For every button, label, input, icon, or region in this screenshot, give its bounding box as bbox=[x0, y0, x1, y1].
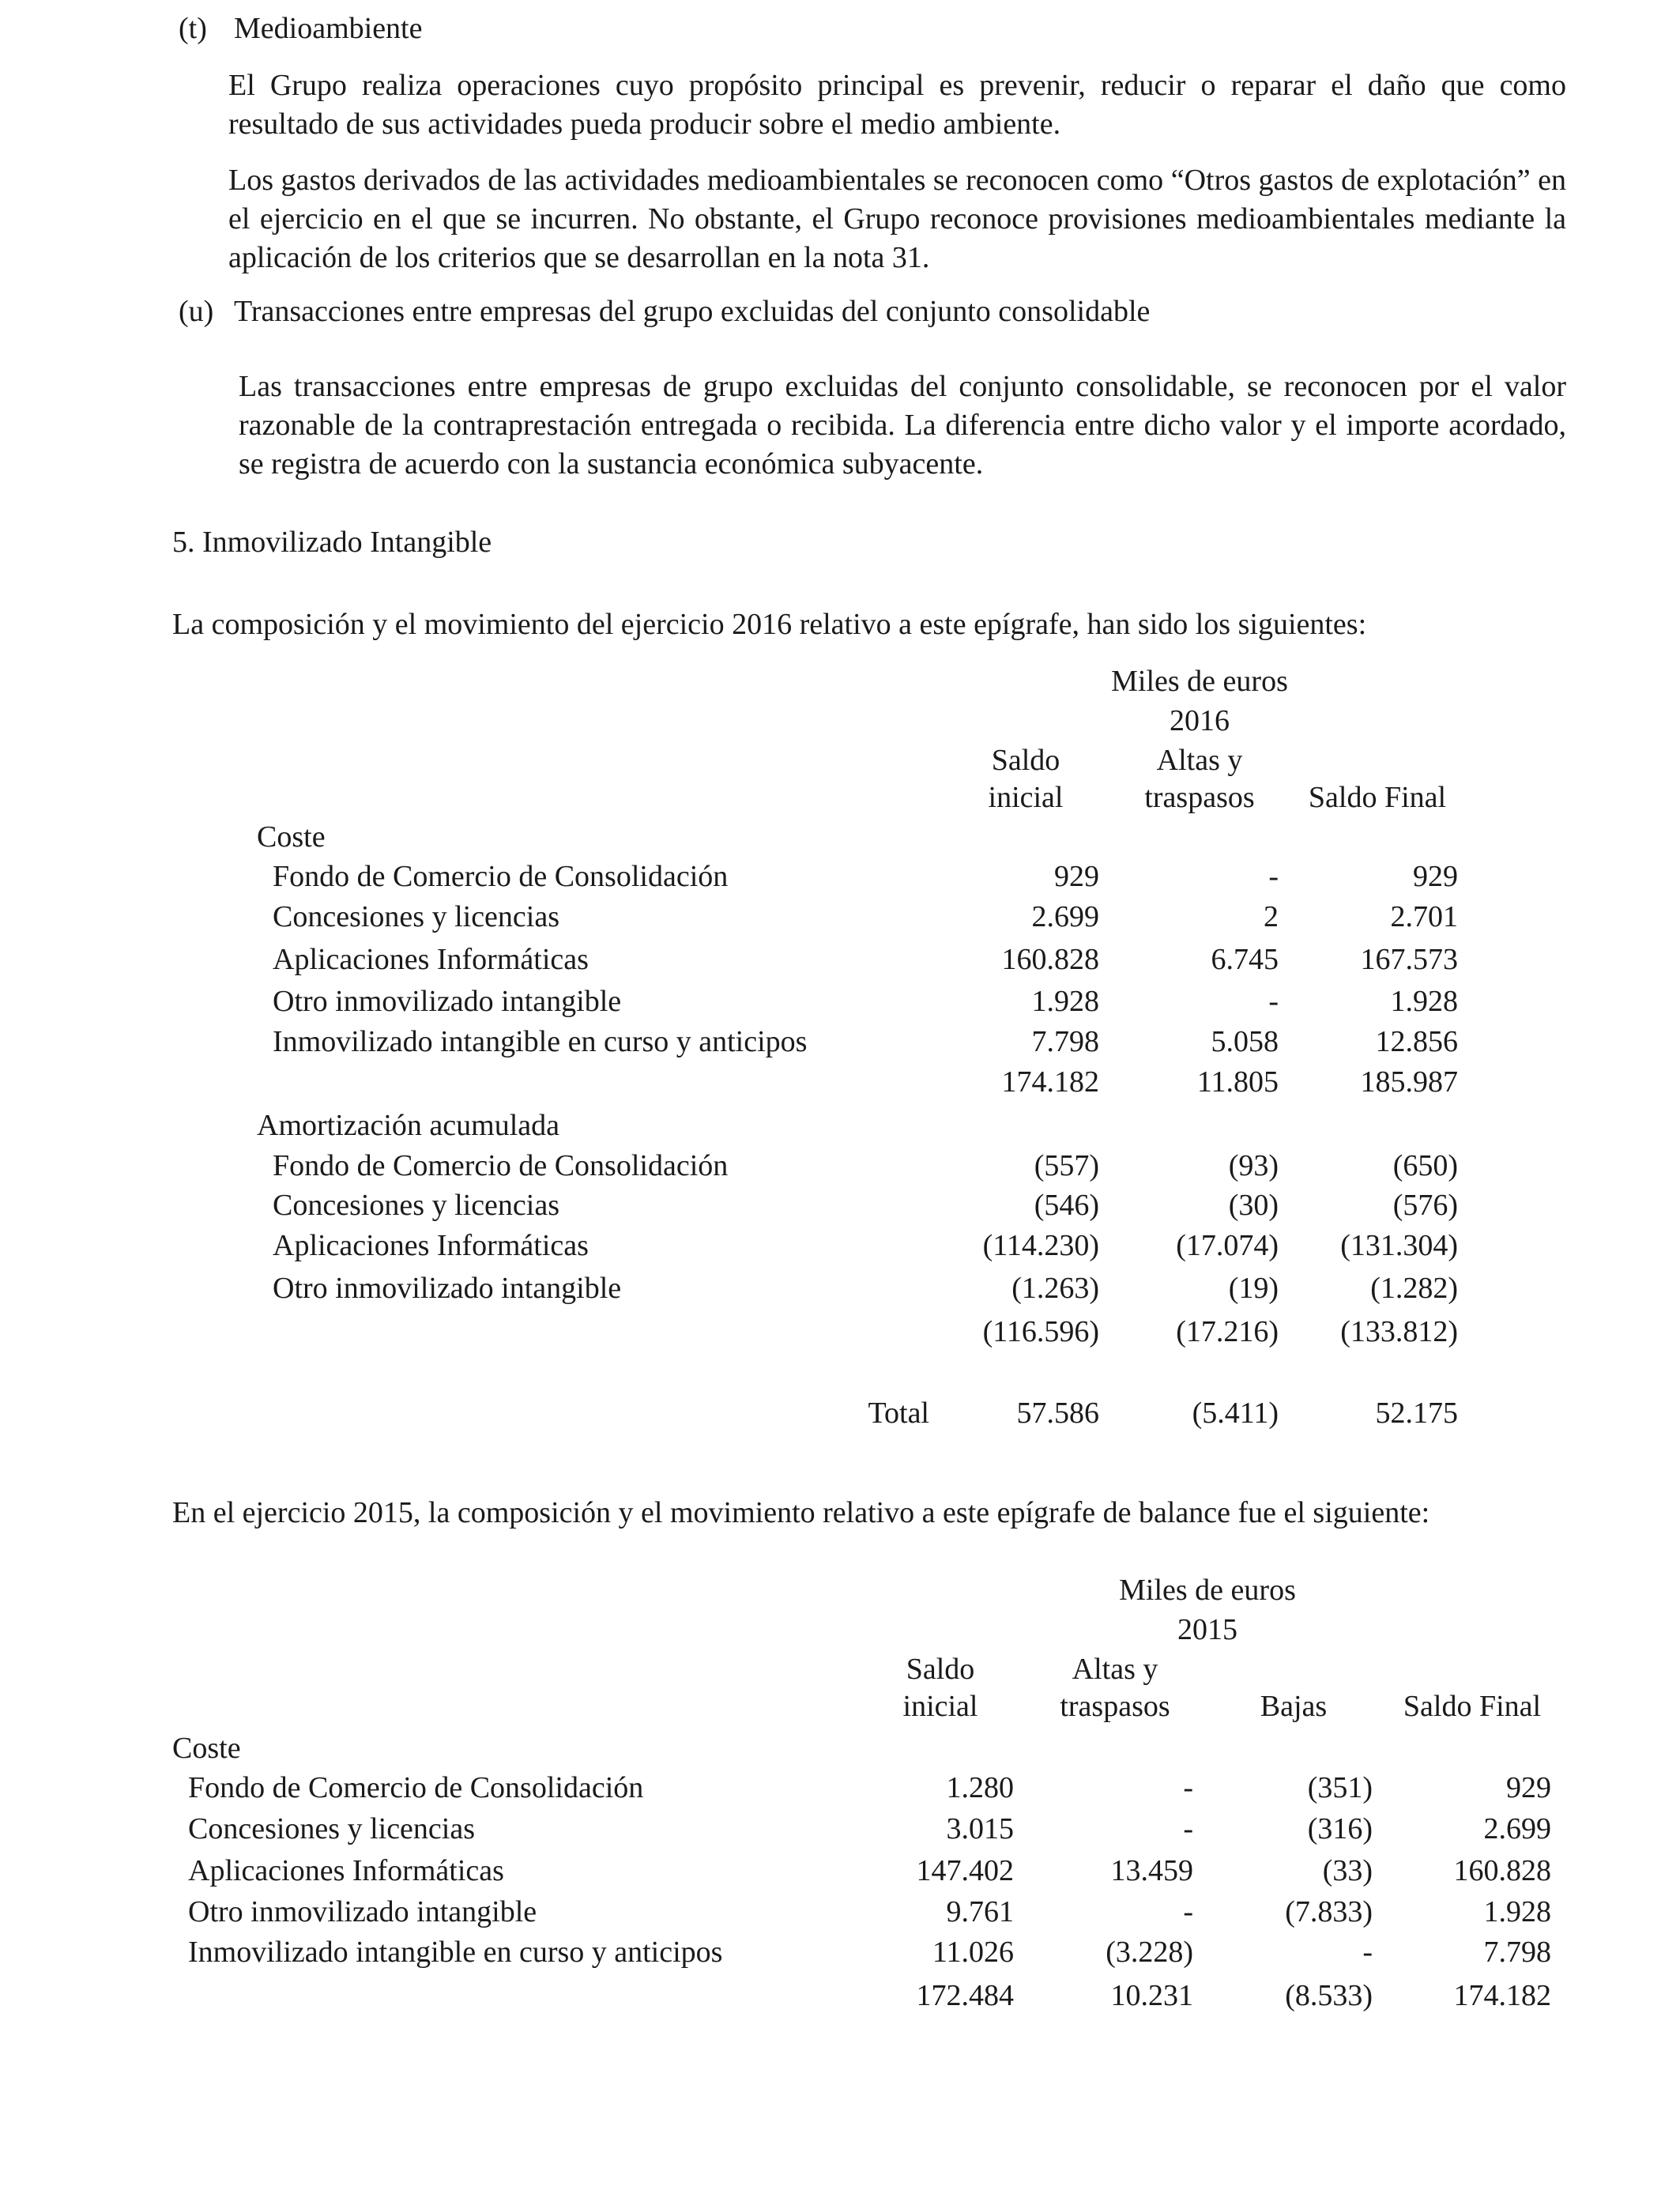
table-cell-altas: - bbox=[1268, 985, 1279, 1018]
table-2015-cost-total-bajas: (8.533) bbox=[1285, 1979, 1373, 2012]
table-cell-altas: 6.745 bbox=[1211, 943, 1279, 976]
table-row-label: Fondo de Comercio de Consolidación bbox=[273, 1149, 729, 1182]
table-2016-cost-total-final: 185.987 bbox=[1360, 1065, 1458, 1099]
table-2016-total-label: Total bbox=[868, 1397, 929, 1430]
table-cell-saldo-final: 12.856 bbox=[1375, 1025, 1458, 1058]
table-cell-altas: - bbox=[1183, 1812, 1193, 1845]
table-2015-unit: Miles de euros bbox=[1119, 1574, 1296, 1607]
table-row-label: Concesiones y licencias bbox=[273, 900, 560, 933]
table-cell-altas: 2 bbox=[1264, 900, 1279, 933]
table-2016-header-saldo-inicial-2: inicial bbox=[988, 781, 1064, 814]
table-2016-cost-label: Coste bbox=[257, 820, 326, 854]
table-cell-altas: 5.058 bbox=[1211, 1025, 1279, 1058]
table-2016-total-altas: (5.411) bbox=[1192, 1397, 1279, 1430]
table-2016-cost-total-altas: 11.805 bbox=[1196, 1065, 1279, 1099]
table-row-label: Inmovilizado intangible en curso y anticipos bbox=[188, 1936, 723, 1969]
table-cell-bajas: (316) bbox=[1307, 1812, 1373, 1845]
table-row-label: Inmovilizado intangible en curso y anticipos bbox=[273, 1025, 808, 1058]
table-cell-saldo-final: 929 bbox=[1413, 860, 1458, 893]
table-cell-saldo-final: (650) bbox=[1392, 1149, 1458, 1182]
table-2015-header-altas-2: traspasos bbox=[1060, 1690, 1170, 1723]
table-2016-amort-total-altas: (17.216) bbox=[1176, 1315, 1279, 1348]
table-row-label: Aplicaciones Informáticas bbox=[273, 1229, 589, 1262]
table-row-label: Fondo de Comercio de Consolidación bbox=[188, 1771, 644, 1804]
table-row-label: Fondo de Comercio de Consolidación bbox=[273, 860, 729, 893]
table-cell-saldo-inicial: 160.828 bbox=[1001, 943, 1099, 976]
table-row-label: Aplicaciones Informáticas bbox=[188, 1854, 504, 1887]
table-cell-saldo-final: 2.701 bbox=[1390, 900, 1458, 933]
section-u-marker: (u) bbox=[179, 295, 214, 328]
table-row-label: Concesiones y licencias bbox=[273, 1189, 560, 1222]
table-2016-total-inicial: 57.586 bbox=[1016, 1397, 1099, 1430]
table-cell-bajas: - bbox=[1362, 1936, 1373, 1969]
section-t-heading: Medioambiente bbox=[234, 12, 423, 45]
table-cell-saldo-inicial: 929 bbox=[1054, 860, 1099, 893]
table-2016-unit: Miles de euros bbox=[1111, 665, 1288, 698]
table-2015-header-saldo-inicial-2: inicial bbox=[902, 1690, 978, 1723]
table-2015-cost-total-altas: 10.231 bbox=[1110, 1979, 1193, 2012]
table-row-label: Otro inmovilizado intangible bbox=[188, 1895, 537, 1928]
table-cell-altas: - bbox=[1183, 1771, 1193, 1804]
table-cell-saldo-inicial: (557) bbox=[1034, 1149, 1099, 1182]
table-cell-altas: (19) bbox=[1228, 1272, 1279, 1305]
table-2016-amort-total-final: (133.812) bbox=[1340, 1315, 1458, 1348]
table-2016-amort-total-inicial: (116.596) bbox=[982, 1315, 1099, 1348]
table-cell-saldo-final: 1.928 bbox=[1390, 985, 1458, 1018]
table-2016-header-altas-2: traspasos bbox=[1144, 781, 1255, 814]
table-cell-saldo-final: 167.573 bbox=[1360, 943, 1458, 976]
section-t-marker: (t) bbox=[179, 12, 207, 45]
table-cell-saldo-final: (131.304) bbox=[1340, 1229, 1458, 1262]
table-cell-saldo-inicial: (114.230) bbox=[982, 1229, 1099, 1262]
table-cell-altas: (93) bbox=[1228, 1149, 1279, 1182]
table-2015-cost-total-final: 174.182 bbox=[1453, 1979, 1551, 2012]
table-cell-saldo-inicial: 11.026 bbox=[932, 1936, 1014, 1969]
table-cell-saldo-final: 2.699 bbox=[1483, 1812, 1551, 1845]
table-2016-year: 2016 bbox=[1170, 704, 1230, 737]
table-cell-bajas: (33) bbox=[1322, 1854, 1373, 1887]
table-2015-header-altas-1: Altas y bbox=[1072, 1653, 1158, 1686]
table-cell-saldo-final: 7.798 bbox=[1483, 1936, 1551, 1969]
table-2015-header-bajas: Bajas bbox=[1260, 1690, 1328, 1723]
section-u-heading: Transacciones entre empresas del grupo excluidas del conjunto consolidable bbox=[234, 295, 1151, 328]
table-row-label: Concesiones y licencias bbox=[188, 1812, 476, 1845]
table-row-label: Otro inmovilizado intangible bbox=[273, 1272, 622, 1305]
table-cell-altas: 13.459 bbox=[1110, 1854, 1193, 1887]
table-cell-altas: - bbox=[1268, 860, 1279, 893]
table-cell-saldo-final: 160.828 bbox=[1453, 1854, 1551, 1887]
table-cell-altas: (30) bbox=[1228, 1189, 1279, 1222]
table-cell-saldo-inicial: 7.798 bbox=[1031, 1025, 1099, 1058]
table-cell-saldo-final: 1.928 bbox=[1483, 1895, 1551, 1928]
intro-2015: En el ejercicio 2015, la composición y el movimiento relativo a este epígrafe de balance fue el siguiente: bbox=[172, 1496, 1430, 1529]
table-cell-saldo-inicial: 1.928 bbox=[1031, 985, 1099, 1018]
table-cell-bajas: (7.833) bbox=[1285, 1895, 1373, 1928]
table-cell-saldo-final: (576) bbox=[1392, 1189, 1458, 1222]
section-t-paragraph-1: El Grupo realiza operaciones cuyo propósito principal es prevenir, reducir o reparar el daño que como resultado de sus actividades pueda producir sobre el medio ambiente. bbox=[228, 69, 1566, 141]
table-cell-altas: (3.228) bbox=[1106, 1936, 1193, 1969]
table-2015-year: 2015 bbox=[1177, 1613, 1237, 1646]
table-cell-saldo-inicial: 3.015 bbox=[946, 1812, 1014, 1845]
table-cell-altas: - bbox=[1183, 1895, 1193, 1928]
table-cell-saldo-inicial: (546) bbox=[1034, 1189, 1099, 1222]
section-5-heading: 5. Inmovilizado Intangible bbox=[172, 526, 492, 559]
table-cell-saldo-inicial: 2.699 bbox=[1031, 900, 1099, 933]
table-2016-header-saldo-final: Saldo Final bbox=[1308, 781, 1447, 814]
table-cell-bajas: (351) bbox=[1307, 1771, 1373, 1804]
table-row-label: Aplicaciones Informáticas bbox=[273, 943, 589, 976]
table-2015-header-saldo-inicial-1: Saldo bbox=[906, 1653, 975, 1686]
table-cell-saldo-inicial: 147.402 bbox=[916, 1854, 1014, 1887]
table-row-label: Otro inmovilizado intangible bbox=[273, 985, 622, 1018]
section-u-paragraph: Las transacciones entre empresas de grupo excluidas del conjunto consolidable, se reconocen por el valor razonable de la contraprestación entregada o recibida. La diferencia entre dicho valor y el importe acordado, se registra de acuerdo con la sustancia económica subyacente. bbox=[239, 370, 1566, 481]
table-2016-cost-total-inicial: 174.182 bbox=[1001, 1065, 1099, 1099]
table-cell-altas: (17.074) bbox=[1176, 1229, 1279, 1262]
table-2016-header-altas-1: Altas y bbox=[1156, 744, 1243, 777]
table-2016-amort-label: Amortización acumulada bbox=[257, 1109, 560, 1142]
table-cell-saldo-inicial: 1.280 bbox=[946, 1771, 1014, 1804]
table-cell-saldo-inicial: (1.263) bbox=[1011, 1272, 1099, 1305]
intro-2016: La composición y el movimiento del ejercicio 2016 relativo a este epígrafe, han sido los siguientes: bbox=[172, 608, 1367, 641]
table-cell-saldo-inicial: 9.761 bbox=[946, 1895, 1014, 1928]
table-2015-header-saldo-final: Saldo Final bbox=[1403, 1690, 1542, 1723]
table-2015-cost-total-inicial: 172.484 bbox=[916, 1979, 1014, 2012]
table-cell-saldo-final: (1.282) bbox=[1370, 1272, 1458, 1305]
section-t-paragraph-2: Los gastos derivados de las actividades medioambientales se reconocen como “Otros gastos de explotación” en el ejercicio en el que se incurren. No obstante, el Grupo reconoce provisiones medioambientales mediante la aplicación de los criterios que se desarrollan en la nota 31. bbox=[228, 164, 1566, 274]
table-cell-saldo-final: 929 bbox=[1506, 1771, 1551, 1804]
table-2016-header-saldo-inicial-1: Saldo bbox=[991, 744, 1060, 777]
table-2016-total-final: 52.175 bbox=[1375, 1397, 1458, 1430]
table-2015-cost-label: Coste bbox=[172, 1732, 241, 1765]
